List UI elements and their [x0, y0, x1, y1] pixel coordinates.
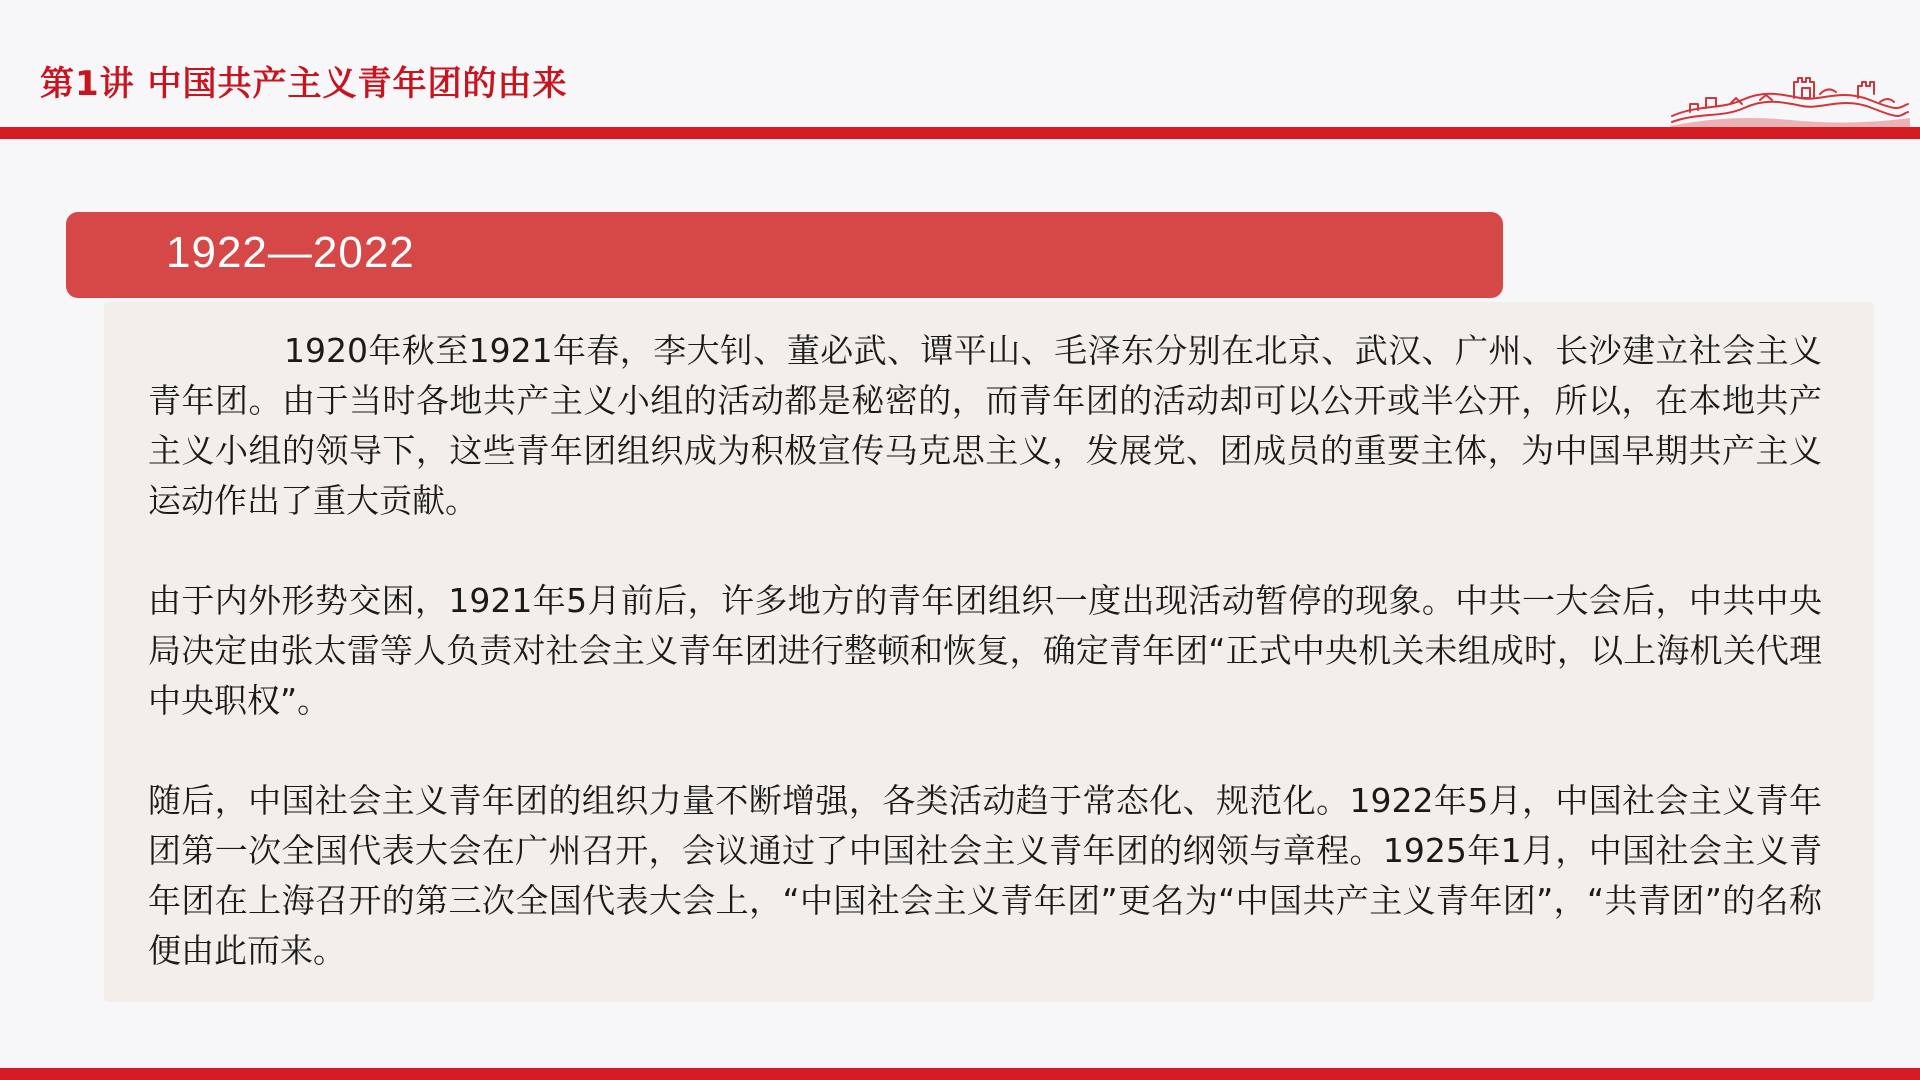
header-rule — [0, 127, 1920, 139]
slide-header — [0, 0, 1920, 140]
slide-title: 第1讲 中国共产主义青年团的由来 — [40, 64, 568, 104]
paragraph-3: 随后，中国社会主义青年团的组织力量不断增强，各类活动趋于常态化、规范化。1922年5月，中国社会主义青年团第一次全国代表大会在广州召开，会议通过了中国社会主义青年团的纲领与章程。1925年1月，中国社会主义青年团在上海召开的第三次全国代表大会上，“中国社会主义青年团”更名为“中国共产主义青年团”，“共青团”的名称便由此而来。 — [148, 781, 1822, 970]
paragraph-2: 由于内外形势交困，1921年5月前后，许多地方的青年团组织一度出现活动暂停的现象。中共一大会后，中共中央局决定由张太雷等人负责对社会主义青年团进行整顿和恢复，确定青年团“正式中央机关未组成时，以上海机关代理中央职权”。 — [148, 581, 1822, 720]
paragraph-1: 1920年秋至1921年春，李大钊、董必武、谭平山、毛泽东分别在北京、武汉、广州、长沙建立社会主义青年团。由于当时各地共产主义小组的活动都是秘密的，而青年团的活动却可以公开或半公开，所以，在本地共产主义小组的领导下，这些青年团组织成为积极宣传马克思主义，发展党、团成员的重要主体，为中国早期共产主义运动作出了重大贡献。 — [148, 331, 1822, 520]
great-wall-icon — [1670, 64, 1910, 130]
body-text — [148, 326, 1822, 976]
banner-label: 1922—2022 — [166, 228, 415, 277]
year-banner — [66, 212, 1503, 298]
footer-rule — [0, 1068, 1920, 1080]
